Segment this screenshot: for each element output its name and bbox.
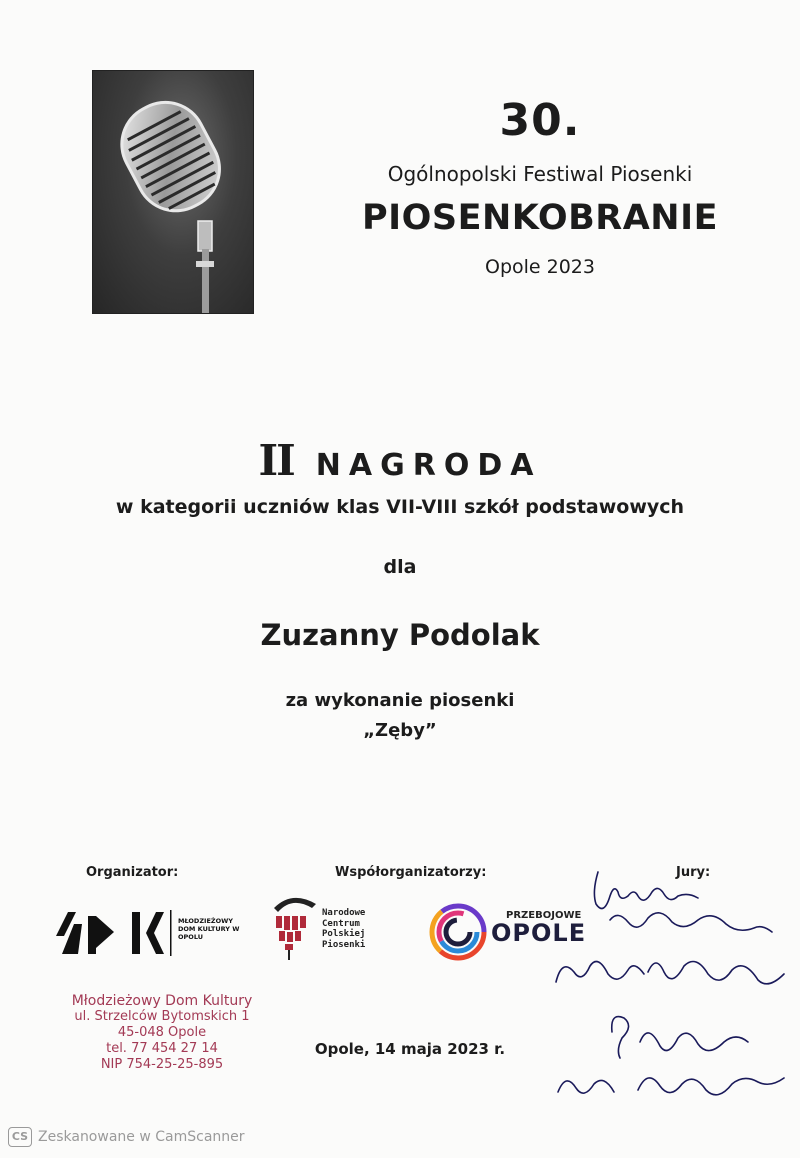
for-label: dla [383,556,417,578]
camscanner-badge: CS [8,1127,32,1147]
opole-logo-icon [428,902,488,962]
coorganizers-label: Współorganizatorzy: [335,865,487,880]
opole-logo-small: PRZEBOJOWE [506,910,582,921]
opole-logo-big: OPOLE [491,919,587,947]
jury-signatures [548,862,788,1122]
award-place: II [258,436,294,485]
mdk-logo-text: MŁODZIEŻOWY DOM KULTURY W OPOLU [178,917,240,941]
camscanner-text: Zeskanowane w CamScanner [38,1129,245,1145]
award-word: NAGRODA [315,448,542,483]
city-year: Opole 2023 [484,256,595,278]
edition-number: 30. [499,95,581,146]
microphone-photo [92,70,254,314]
award-reason: za wykonanie piosenki [285,690,515,711]
song-title: „Zęby” [363,720,437,741]
ncpp-logo-text: Narodowe Centrum Polskiej Piosenki [322,908,366,950]
award-heading [100,436,700,485]
festival-title: PIOSENKOBRANIE [361,198,719,238]
recipient-name: Zuzanny Podolak [260,618,540,652]
microphone-icon [93,71,253,313]
camscanner-watermark [8,1127,245,1147]
festival-name: Ogólnopolski Festiwal Piosenki [387,162,693,186]
organizer-label: Organizator: [86,865,179,880]
award-category: w kategorii uczniów klas VII-VIII szkół podstawowych [115,496,685,518]
issue-date: Opole, 14 maja 2023 r. [314,1040,506,1058]
institution-stamp: Młodzieżowy Dom Kultury ul. Strzelców Bytomskich 1 45-048 Opole tel. 77 454 27 14 NIP 754-25-25-895 [71,993,253,1072]
jury-label: Jury: [676,865,711,880]
